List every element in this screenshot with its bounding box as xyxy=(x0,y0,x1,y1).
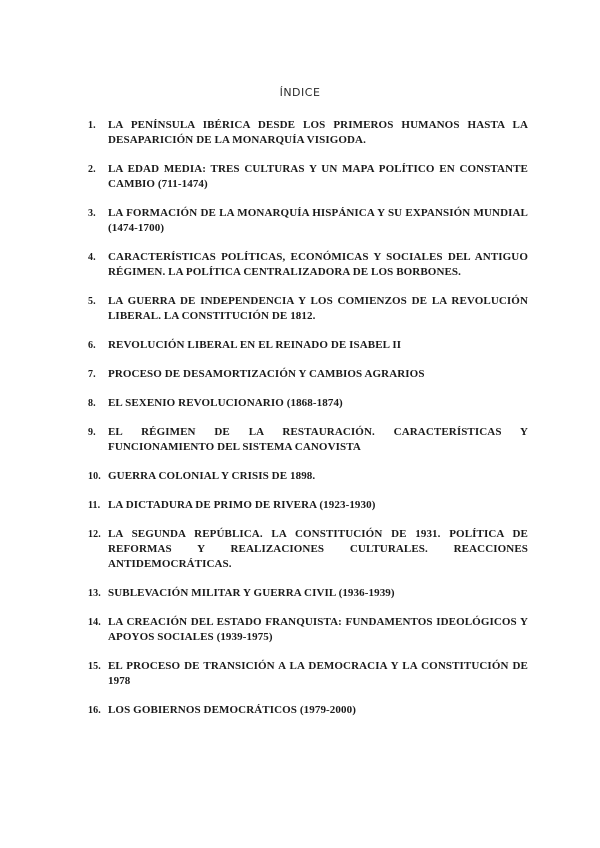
toc-item-text: LA SEGUNDA REPÚBLICA. LA CONSTITUCIÓN DE 1931. POLÍTICA DE REFORMAS Y REALIZACIONES CULTURALES. REACCIONES ANTIDEMOCRÁTICAS. xyxy=(108,528,528,570)
toc-item xyxy=(88,498,528,513)
toc-item-text: SUBLEVACIÓN MILITAR Y GUERRA CIVIL (1936-1939) xyxy=(108,587,395,599)
toc-item-text: EL SEXENIO REVOLUCIONARIO (1868-1874) xyxy=(108,397,343,409)
toc-item-number: 13. xyxy=(88,588,101,599)
toc-item xyxy=(88,118,528,148)
toc-item-number: 10. xyxy=(88,471,101,482)
toc-item xyxy=(88,367,528,382)
toc-item xyxy=(88,338,528,353)
toc-item xyxy=(88,162,528,192)
toc-item-number: 7. xyxy=(88,369,96,380)
toc-item-number: 6. xyxy=(88,340,96,351)
toc-item xyxy=(88,206,528,236)
toc-item-number: 1. xyxy=(88,120,96,131)
toc-item xyxy=(88,294,528,324)
toc-item-number: 2. xyxy=(88,164,96,175)
toc-item-text: LA GUERRA DE INDEPENDENCIA Y LOS COMIENZOS DE LA REVOLUCIÓN LIBERAL. LA CONSTITUCIÓN DE 1812. xyxy=(108,295,528,322)
toc-item-number: 15. xyxy=(88,661,101,672)
table-of-contents xyxy=(88,118,528,732)
toc-item xyxy=(88,615,528,645)
toc-item xyxy=(88,396,528,411)
toc-item-text: EL RÉGIMEN DE LA RESTAURACIÓN. CARACTERÍSTICAS Y FUNCIONAMIENTO DEL SISTEMA CANOVISTA xyxy=(108,426,528,453)
toc-item-number: 9. xyxy=(88,427,96,438)
toc-item-number: 8. xyxy=(88,398,96,409)
toc-item-number: 4. xyxy=(88,252,96,263)
toc-item-number: 12. xyxy=(88,529,101,540)
toc-item xyxy=(88,425,528,455)
toc-item-text: PROCESO DE DESAMORTIZACIÓN Y CAMBIOS AGRARIOS xyxy=(108,368,425,380)
toc-item-number: 11. xyxy=(88,500,101,511)
toc-item xyxy=(88,586,528,601)
toc-item-number: 5. xyxy=(88,296,96,307)
toc-item-number: 16. xyxy=(88,705,101,716)
toc-item-text: LOS GOBIERNOS DEMOCRÁTICOS (1979-2000) xyxy=(108,704,356,716)
toc-item xyxy=(88,703,528,718)
page-title: ÍNDICE xyxy=(279,86,321,99)
toc-item-text: GUERRA COLONIAL Y CRISIS DE 1898. xyxy=(108,470,316,482)
toc-item-text: LA EDAD MEDIA: TRES CULTURAS Y UN MAPA POLÍTICO EN CONSTANTE CAMBIO (711-1474) xyxy=(108,163,528,190)
toc-item-text: LA DICTADURA DE PRIMO DE RIVERA (1923-1930) xyxy=(108,499,376,511)
toc-item xyxy=(88,250,528,280)
toc-item-number: 3. xyxy=(88,208,96,219)
toc-item-text: LA FORMACIÓN DE LA MONARQUÍA HISPÁNICA Y SU EXPANSIÓN MUNDIAL (1474-1700) xyxy=(108,207,528,234)
toc-item-text: REVOLUCIÓN LIBERAL EN EL REINADO DE ISABEL II xyxy=(108,339,402,351)
toc-item xyxy=(88,659,528,689)
toc-item-text: LA CREACIÓN DEL ESTADO FRANQUISTA: FUNDAMENTOS IDEOLÓGICOS Y APOYOS SOCIALES (1939-1975) xyxy=(108,616,528,643)
toc-item-text: CARACTERÍSTICAS POLÍTICAS, ECONÓMICAS Y SOCIALES DEL ANTIGUO RÉGIMEN. LA POLÍTICA CENTRALIZADORA DE LOS BORBONES. xyxy=(108,251,528,278)
toc-item-text: LA PENÍNSULA IBÉRICA DESDE LOS PRIMEROS HUMANOS HASTA LA DESAPARICIÓN DE LA MONARQUÍA VISIGODA. xyxy=(108,119,528,146)
toc-item-number: 14. xyxy=(88,617,101,628)
toc-item-text: EL PROCESO DE TRANSICIÓN A LA DEMOCRACIA Y LA CONSTITUCIÓN DE 1978 xyxy=(108,660,528,687)
toc-item xyxy=(88,527,528,572)
toc-item xyxy=(88,469,528,484)
